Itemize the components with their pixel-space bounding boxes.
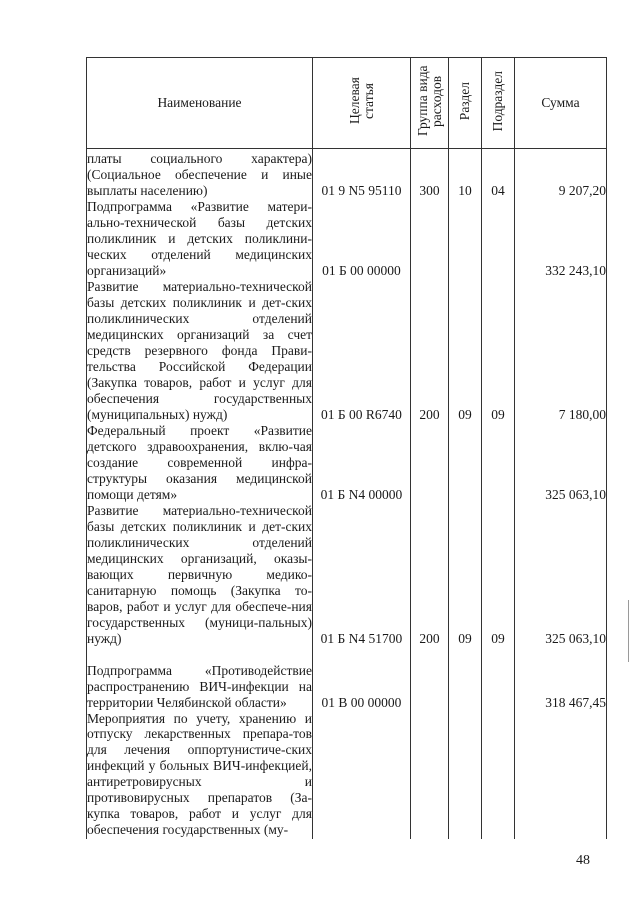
row-group: 200 xyxy=(411,503,449,647)
row-section xyxy=(449,199,482,279)
row-name: Развитие материально-технической базы детских поликлиник и дет-ских поликлинических отделений медицинских организаций, оказы-вающих первичную медико-санитарную помощь (Закупка то-варов, работ и услуг для обеспече-ния государственных (муници-пальных) нужд) xyxy=(87,503,312,646)
row-sum: 332 243,10 xyxy=(515,199,607,279)
header-section: Раздел xyxy=(449,58,482,149)
row-name: Подпрограмма «Развитие матери-ально-технической базы детских поликлиник и детских поликлини-ческих отделений медицинских организаций» xyxy=(87,198,312,278)
row-subsection xyxy=(482,647,515,711)
table-header-row xyxy=(87,58,607,149)
header-name: Наименование xyxy=(87,58,313,149)
row-section xyxy=(449,423,482,503)
row-subsection xyxy=(482,199,515,279)
scan-edge-mark xyxy=(628,600,629,662)
row-sum xyxy=(515,711,607,839)
page-number: 48 xyxy=(576,853,590,868)
row-name: Подпрограмма «Противодействие распространению ВИЧ-инфекции на территории Челябинской области» xyxy=(87,647,313,711)
row-sum: 9 207,20 xyxy=(515,149,607,199)
header-subsection: Подраздел xyxy=(482,58,515,149)
row-code: 01 В 00 00000 xyxy=(313,647,411,711)
row-name: Мероприятия по учету, хранению и отпуску лекарственных препара-тов для лечения оппортунистиче-ских инфекций у больных ВИЧ-инфекцией, антиретровирусных и противовирусных препаратов (За-купка товаров, работ и услуг для обеспечения государственных (му- xyxy=(87,710,312,837)
row-sum: 325 063,10 xyxy=(515,503,607,647)
row-section: 10 xyxy=(449,149,482,199)
row-group xyxy=(411,711,449,839)
row-subsection xyxy=(482,423,515,503)
row-name: платы социального характера) (Социальное обеспечение и иные выплаты населению) xyxy=(87,149,313,199)
row-section: 09 xyxy=(449,503,482,647)
row-group: 200 xyxy=(411,279,449,423)
row-subsection: 09 xyxy=(482,503,515,647)
row-name: Развитие материально-технической базы детских поликлиник и дет-ских поликлинических отделений медицинских организаций за счет средств резервного фонда Прави-тельства Российской Федерации (Закупка товаров, работ и услуг для обеспечения государственных (муниципальных) нужд) xyxy=(87,279,312,422)
row-subsection: 04 xyxy=(482,149,515,199)
row-code xyxy=(313,711,411,839)
row-name: Федеральный проект «Развитие детского здравоохранения, вклю-чая создание современной инфра-структуры оказания медицинской помощи детям» xyxy=(87,422,312,502)
row-code: 01 Б 00 R6740 xyxy=(313,279,411,423)
row-code: 01 Б N4 00000 xyxy=(313,423,411,503)
row-section xyxy=(449,647,482,711)
row-sum: 7 180,00 xyxy=(515,279,607,423)
row-group: 300 xyxy=(411,149,449,199)
header-target: Целевая статья xyxy=(313,58,411,149)
table-row xyxy=(87,149,607,199)
row-group xyxy=(411,647,449,711)
table-row xyxy=(87,423,607,503)
row-code: 01 9 N5 95110 xyxy=(313,149,411,199)
row-group xyxy=(411,199,449,279)
row-subsection xyxy=(482,711,515,839)
row-sum: 325 063,10 xyxy=(515,423,607,503)
budget-table xyxy=(86,57,607,839)
table-row xyxy=(87,279,607,423)
table-row xyxy=(87,199,607,279)
row-section xyxy=(449,711,482,839)
row-section: 09 xyxy=(449,279,482,423)
row-code: 01 Б N4 51700 xyxy=(313,503,411,647)
row-code: 01 Б 00 00000 xyxy=(313,199,411,279)
header-sum: Сумма xyxy=(515,58,607,149)
row-sum: 318 467,45 xyxy=(515,647,607,711)
row-subsection: 09 xyxy=(482,279,515,423)
row-group xyxy=(411,423,449,503)
table-row xyxy=(87,711,607,839)
header-group: Группа вида расходов xyxy=(411,58,449,149)
table-row xyxy=(87,503,607,647)
table-row xyxy=(87,647,607,711)
